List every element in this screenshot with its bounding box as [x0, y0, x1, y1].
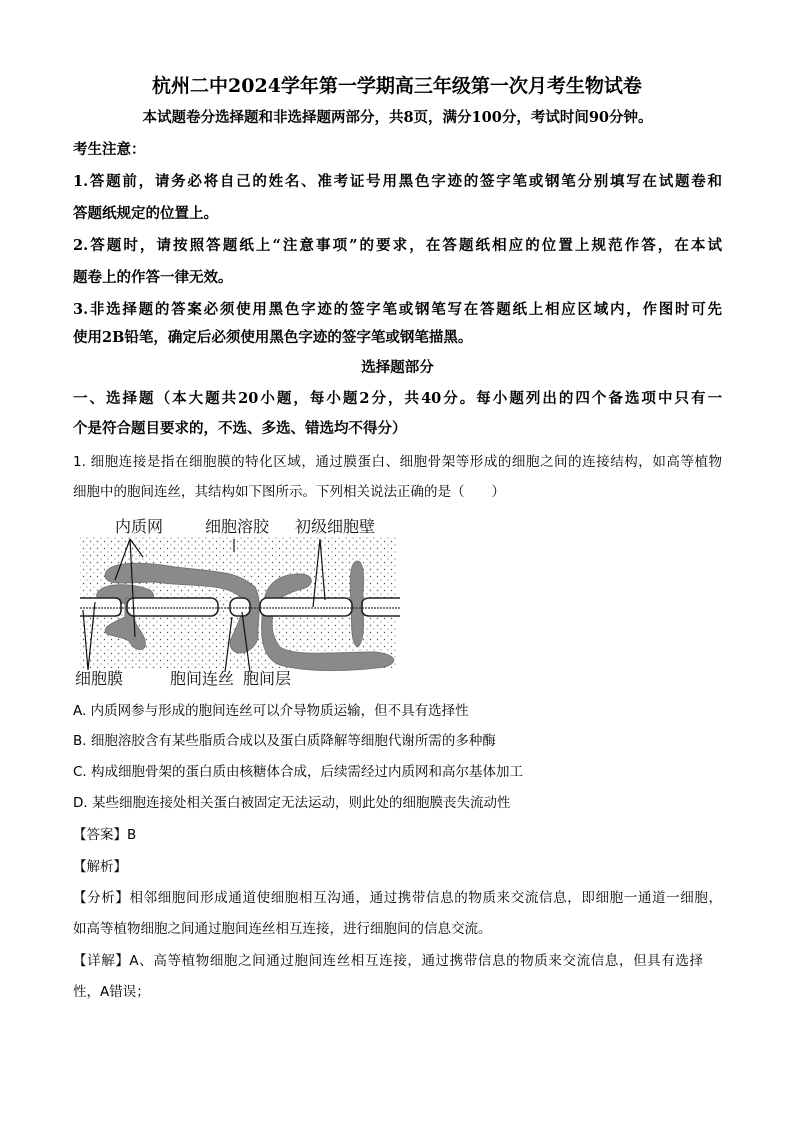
notice-line: 3.非选择题的答案必须使用黑色字迹的签字笔或钢笔写在答题纸上相应区域内，作图时可先	[73, 301, 722, 318]
label-er: 内质网	[115, 517, 164, 536]
exam-subtitle: 本试题卷分选择题和非选择题两部分，共8页，满分100分，考试时间90分钟。	[142, 109, 653, 126]
notice-line: 题卷上的作答一律无效。	[73, 269, 233, 286]
plasmodesma-figure	[75, 512, 405, 687]
analysis-line: 性，A错误；	[73, 984, 150, 1000]
section-intro: 个是符合题目要求的，不选、多选、错选均不得分）	[73, 420, 407, 437]
section-intro: 一、选择题（本大题共20小题，每小题2分，共40分。每小题列出的四个备选项中只有一	[73, 390, 722, 407]
option-a: A. 内质网参与形成的胞间连丝可以介导物质运输，但不具有选择性	[73, 703, 469, 719]
label-middle-lamella: 胞间层	[243, 669, 292, 687]
question-stem: 细胞中的胞间连丝，其结构如下图所示。下列相关说法正确的是（ ）	[73, 484, 505, 500]
option-c: C. 构成细胞骨架的蛋白质由核糖体合成，后续需经过内质网和高尔基体加工	[73, 764, 524, 780]
analysis-line: 【分析】相邻细胞间形成通道使细胞相互沟通，通过携带信息的物质来交流信息，即细胞一通道一细胞，	[73, 890, 722, 906]
question-stem: 1. 细胞连接是指在细胞膜的特化区域，通过膜蛋白、细胞骨架等形成的细胞之间的连接结构，如高等植物	[73, 454, 722, 470]
analysis-line: 如高等植物细胞之间通过胞间连丝相互连接，进行细胞间的信息交流。	[73, 921, 492, 937]
option-b: B. 细胞溶胶含有某些脂质合成以及蛋白质降解等细胞代谢所需的多种酶	[73, 733, 496, 749]
notice-line: 2.答题时，请按照答题纸上“注意事项”的要求，在答题纸相应的位置上规范作答，在本试	[73, 237, 722, 254]
notice-line: 1.答题前，请务必将自己的姓名、准考证号用黑色字迹的签字笔或钢笔分别填写在试题卷和	[73, 173, 722, 190]
analysis-heading: 【解析】	[73, 859, 127, 875]
analysis-line: 【详解】A、高等植物细胞之间通过胞间连丝相互连接，通过携带信息的物质来交流信息，但具有选择	[73, 953, 703, 969]
label-cytosol: 细胞溶胶	[205, 517, 270, 536]
label-membrane: 细胞膜	[75, 669, 124, 687]
label-plasmodesma: 胞间连丝	[170, 669, 235, 687]
answer: 【答案】B	[73, 827, 137, 843]
notice-line: 使用2B铅笔，确定后必须使用黑色字迹的签字笔或钢笔描黑。	[73, 329, 473, 346]
section-title: 选择题部分	[361, 359, 434, 376]
page-title: 杭州二中2024学年第一学期高三年级第一次月考生物试卷	[152, 75, 642, 97]
label-primary-wall: 初级细胞壁	[295, 517, 376, 536]
notice-heading: 考生注意：	[73, 141, 146, 158]
notice-line: 答题纸规定的位置上。	[73, 205, 218, 222]
option-d: D. 某些细胞连接处相关蛋白被固定无法运动，则此处的细胞膜丧失流动性	[73, 795, 511, 811]
